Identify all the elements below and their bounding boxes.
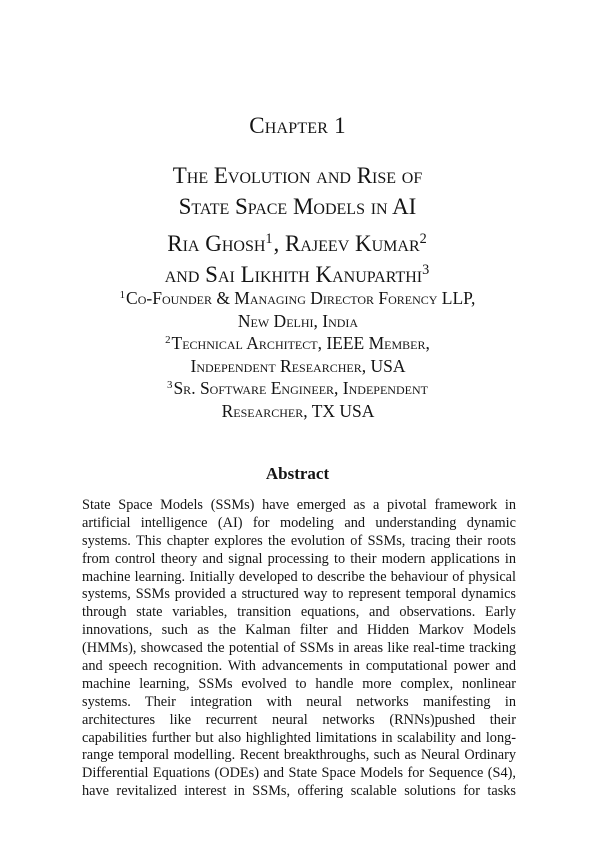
- affiliation-text: New Delhi, India: [237, 310, 359, 331]
- author-affiliation-marker: 3: [422, 262, 430, 279]
- abstract-line: Differential Equations (ODEs) and State Space Models for Sequence (S4),: [82, 765, 516, 782]
- affiliation-text: Technical Architect, IEEE Member,: [171, 333, 430, 353]
- author-affiliation-marker: 1: [265, 231, 273, 248]
- affiliation-line: [0, 287, 595, 310]
- author-name: Ria Ghosh: [167, 231, 266, 256]
- affiliation-text: Co-Founder & Managing Director Forency LLP,: [126, 288, 476, 308]
- abstract-line: from control theory and signal processing to their modern applications in: [82, 550, 516, 567]
- author-affiliation-marker: 2: [419, 231, 427, 248]
- affiliation-line: [0, 400, 595, 423]
- affiliation-line: [0, 355, 595, 378]
- chapter-title-line-1: The Evolution and Rise of: [172, 163, 423, 188]
- abstract-line: range temporal modelling. Recent breakthroughs, such as Neural Ordinary: [82, 747, 516, 764]
- author-name: and Sai Likhith Kanuparthi: [164, 262, 423, 287]
- abstract-line: innovations, such as the Kalman filter and Hidden Markov Models: [82, 622, 516, 639]
- affiliation-marker: 3: [167, 379, 173, 392]
- abstract-line: artificial intelligence (AI) for modeling and understanding dynamic: [82, 514, 516, 531]
- abstract-line: through state variables, transition equations, and observations. Early: [82, 604, 516, 621]
- affiliation-text: Independent Researcher, USA: [190, 355, 406, 376]
- abstract-line: machine learning. Initially developed to describe the behaviour of physical: [82, 568, 516, 585]
- abstract-line: State Space Models (SSMs) have emerged as a pivotal framework in: [82, 497, 516, 513]
- author-list: [0, 228, 595, 290]
- chapter-title-line-2: State Space Models in AI: [178, 194, 417, 219]
- abstract-line: have revitalized interest in SSMs, offering scalable solutions for tasks: [82, 783, 516, 800]
- affiliation-text: Sr. Software Engineer, Independent: [173, 378, 428, 398]
- affiliation-line: [0, 310, 595, 333]
- chapter-title: [0, 160, 595, 222]
- chapter-label: Chapter 1: [249, 113, 346, 138]
- abstract-line: systems. This chapter explores the evolution of SSMs, tracing their roots: [82, 532, 516, 549]
- affiliation-line: [0, 377, 595, 400]
- abstract-line: systems, SSMs provided a structured way to represent temporal dynamics: [82, 586, 516, 603]
- affiliation-list: [0, 287, 595, 422]
- affiliation-marker: 1: [119, 289, 126, 302]
- abstract-line: machine learning, SSMs evolved to handle more complex, nonlinear: [82, 675, 516, 692]
- abstract-line: (HMMs), showcased the potential of SSMs in areas like real-time tracking: [82, 640, 516, 657]
- affiliation-marker: 2: [165, 334, 171, 347]
- abstract-line: systems. Their integration with neural networks manifesting in: [82, 693, 516, 710]
- affiliation-text: Researcher, TX USA: [221, 400, 375, 421]
- author-line-2: [0, 259, 595, 290]
- affiliation-line: [0, 332, 595, 355]
- abstract-line: and speech recognition. With advancements in computational power and: [82, 658, 516, 675]
- author-line-1: [0, 228, 595, 259]
- abstract-heading: Abstract: [265, 464, 330, 483]
- author-name: , Rajeev Kumar: [273, 231, 420, 256]
- abstract-paragraph: [82, 497, 516, 801]
- abstract-line: architectures like recurrent neural networks (RNNs)pushed their: [82, 711, 516, 728]
- abstract-line: capabilities further but also highlighted limitations in scalability and long-: [82, 729, 516, 746]
